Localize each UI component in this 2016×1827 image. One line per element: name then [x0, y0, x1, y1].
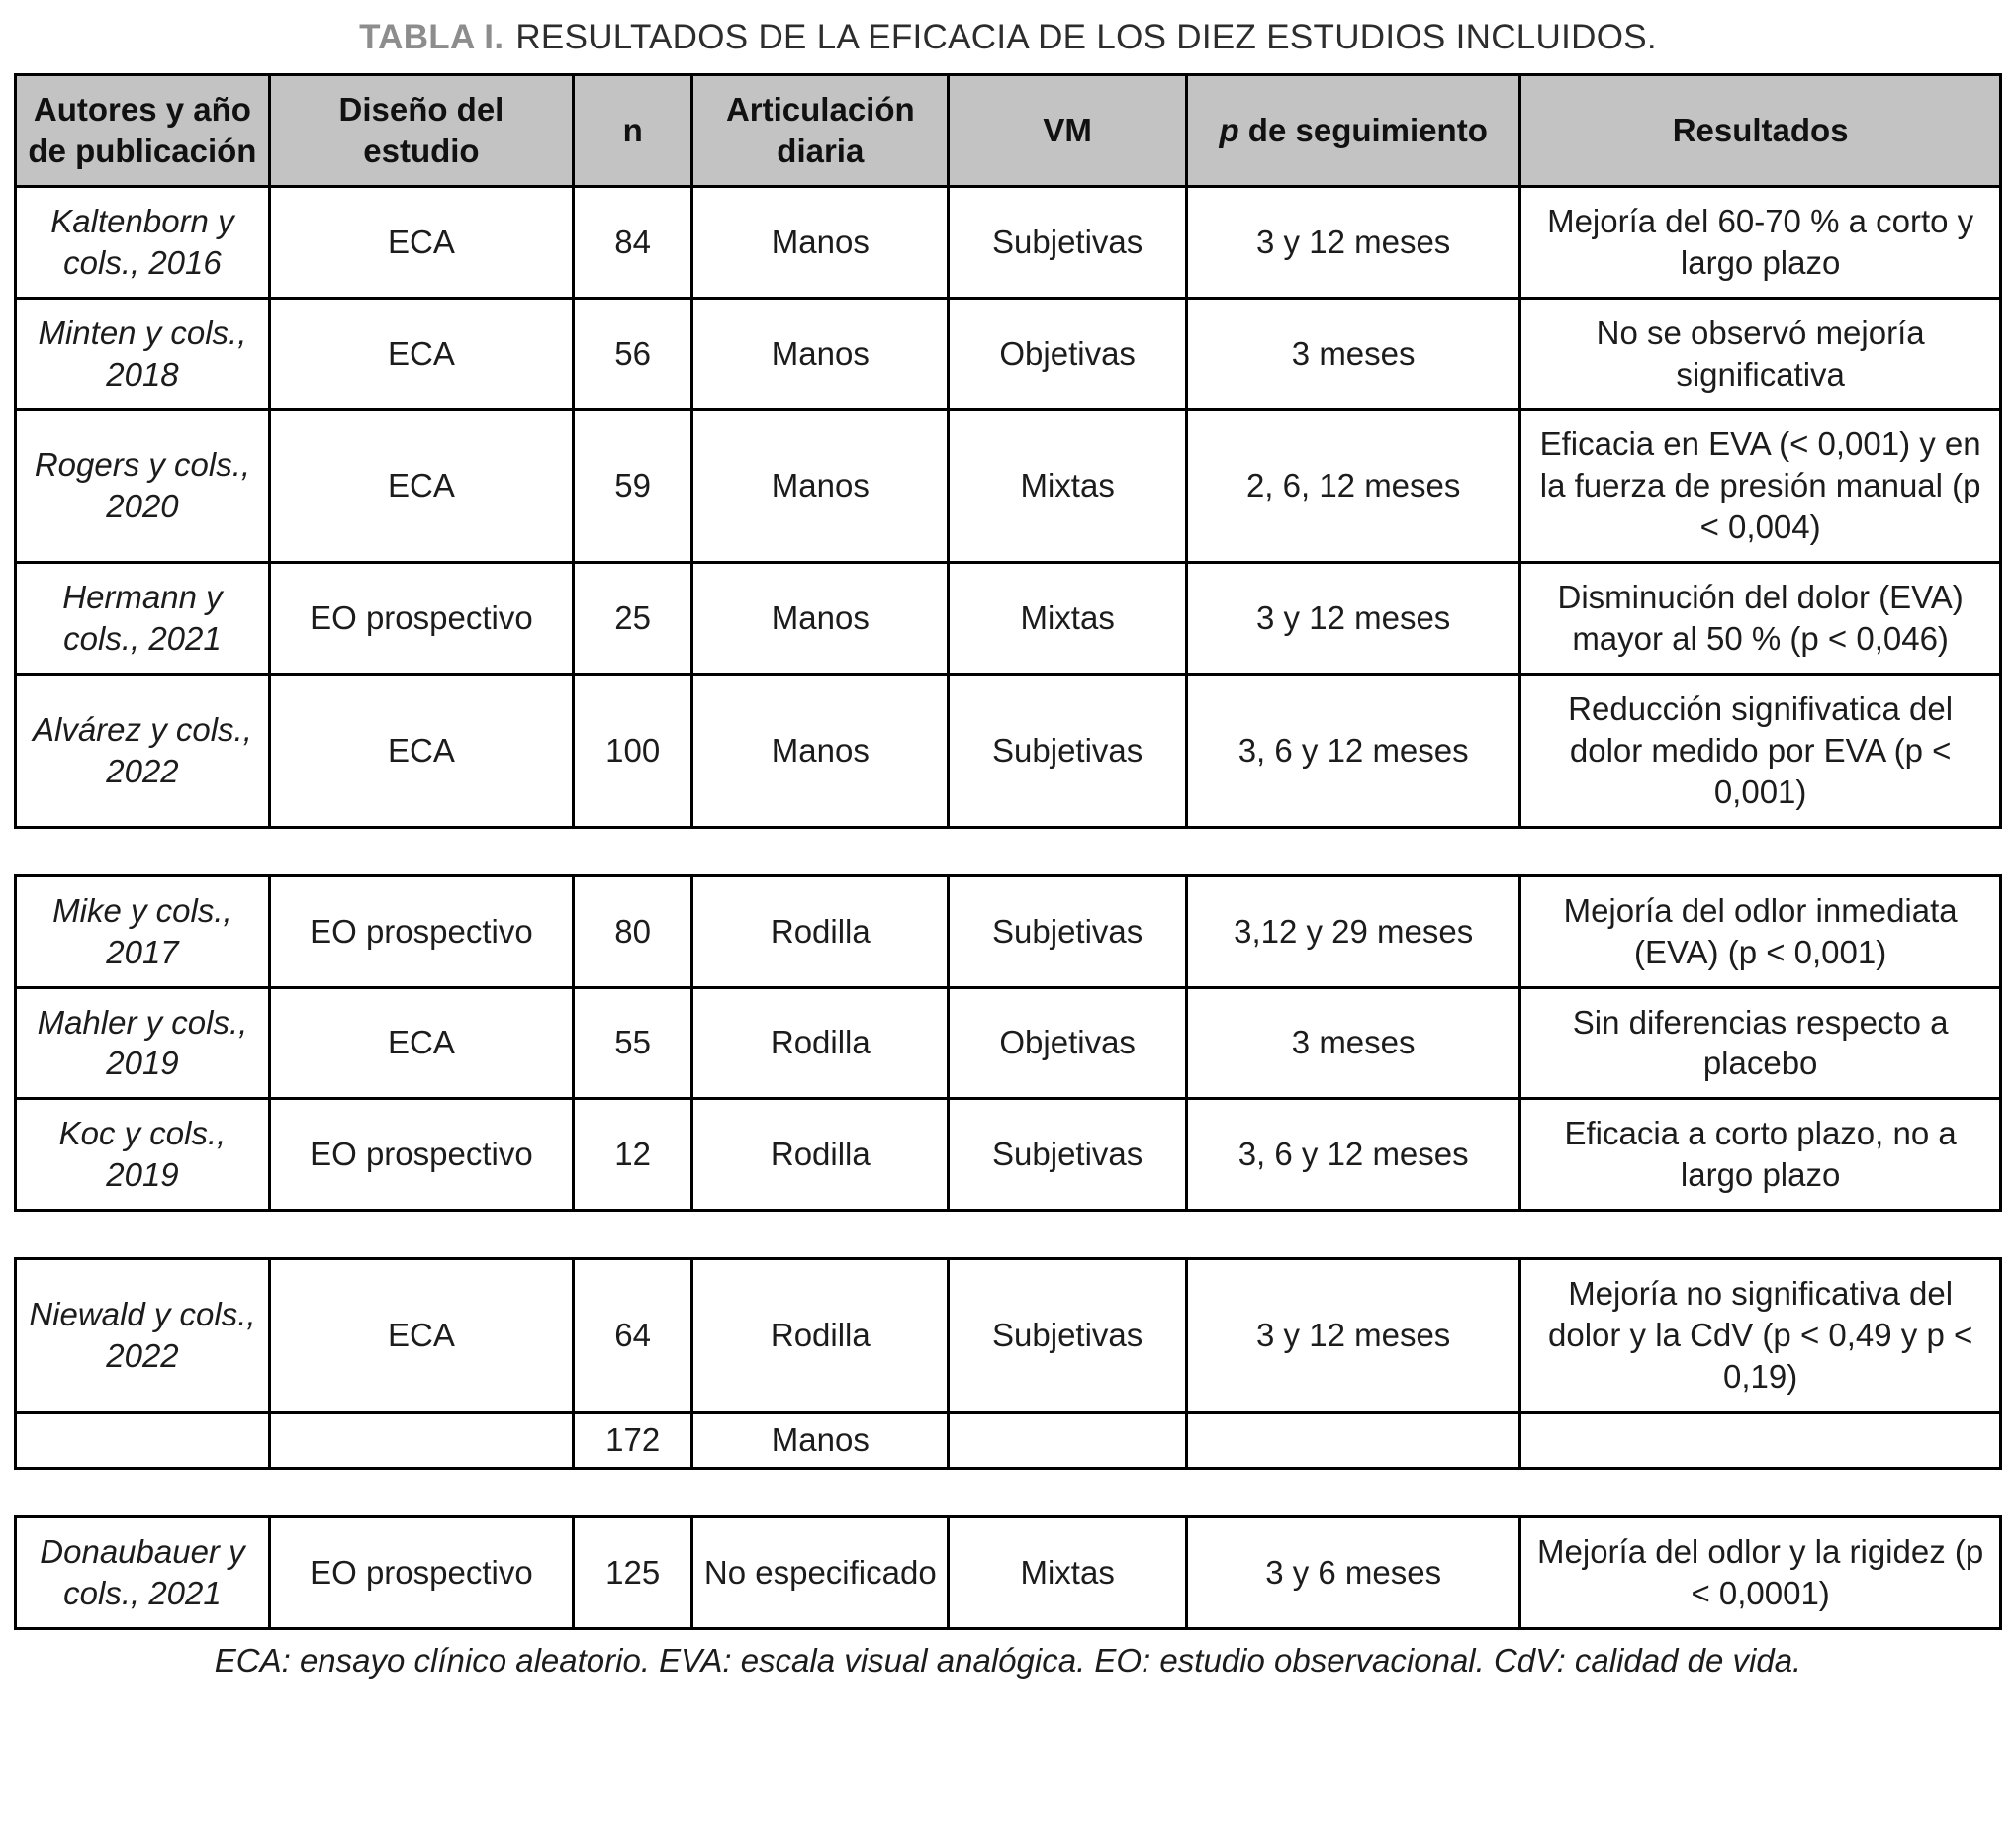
table-block — [14, 874, 2002, 1212]
table-row — [16, 1412, 2001, 1468]
cell-diseno: ECA — [269, 1259, 573, 1413]
cell-resultados: Mejoría del odlor inmediata (EVA) (p < 0,001) — [1520, 875, 2001, 987]
cell-autores: Mahler y cols., 2019 — [16, 987, 270, 1099]
cell-resultados: Eficacia en EVA (< 0,001) y en la fuerza de presión manual (p < 0,004) — [1520, 410, 2001, 563]
table-title — [14, 18, 2002, 57]
cell-seguimiento: 3, 6 y 12 meses — [1187, 1099, 1520, 1211]
table-row — [16, 410, 2001, 563]
cell-vm: Mixtas — [949, 1516, 1187, 1628]
cell-autores: Koc y cols., 2019 — [16, 1099, 270, 1211]
cell-articulacion: Manos — [692, 563, 949, 675]
cell-seguimiento: 2, 6, 12 meses — [1187, 410, 1520, 563]
table-row — [16, 298, 2001, 410]
cell-articulacion: Manos — [692, 186, 949, 298]
table-blocks — [14, 73, 2002, 1630]
cell-autores: Mike y cols., 2017 — [16, 875, 270, 987]
cell-seguimiento: 3,12 y 29 meses — [1187, 875, 1520, 987]
table-row — [16, 563, 2001, 675]
cell-vm: Subjetivas — [949, 1099, 1187, 1211]
column-header-n: n — [573, 75, 691, 187]
table-title-text: RESULTADOS DE LA EFICACIA DE LOS DIEZ ESTUDIOS INCLUIDOS. — [515, 18, 1657, 56]
cell-resultados: No se observó mejoría significativa — [1520, 298, 2001, 410]
cell-articulacion: Manos — [692, 1412, 949, 1468]
cell-diseno: EO prospectivo — [269, 1516, 573, 1628]
header-row — [16, 75, 2001, 187]
table-block — [14, 1515, 2002, 1630]
table-row — [16, 186, 2001, 298]
cell-seguimiento: 3 y 6 meses — [1187, 1516, 1520, 1628]
table-row — [16, 1099, 2001, 1211]
table-row — [16, 674, 2001, 827]
cell-seguimiento: 3 meses — [1187, 298, 1520, 410]
cell-vm: Mixtas — [949, 563, 1187, 675]
cell-vm: Subjetivas — [949, 674, 1187, 827]
cell-n: 55 — [573, 987, 691, 1099]
cell-articulacion: Rodilla — [692, 1259, 949, 1413]
cell-diseno: EO prospectivo — [269, 1099, 573, 1211]
cell-diseno: ECA — [269, 186, 573, 298]
cell-vm: Mixtas — [949, 410, 1187, 563]
table-row — [16, 987, 2001, 1099]
cell-resultados: Disminución del dolor (EVA) mayor al 50 % (p < 0,046) — [1520, 563, 2001, 675]
cell-autores: Minten y cols., 2018 — [16, 298, 270, 410]
table-block — [14, 73, 2002, 829]
cell-n: 80 — [573, 875, 691, 987]
cell-articulacion: No especificado — [692, 1516, 949, 1628]
cell-diseno: EO prospectivo — [269, 563, 573, 675]
cell-n: 172 — [573, 1412, 691, 1468]
cell-articulacion: Rodilla — [692, 987, 949, 1099]
cell-autores: Alvárez y cols., 2022 — [16, 674, 270, 827]
cell-diseno: ECA — [269, 987, 573, 1099]
cell-vm: Objetivas — [949, 298, 1187, 410]
cell-resultados: Eficacia a corto plazo, no a largo plazo — [1520, 1099, 2001, 1211]
column-header-resultados: Resultados — [1520, 75, 2001, 187]
cell-resultados — [1520, 1412, 2001, 1468]
cell-diseno: ECA — [269, 410, 573, 563]
cell-n: 100 — [573, 674, 691, 827]
table-block — [14, 1257, 2002, 1470]
cell-diseno — [269, 1412, 573, 1468]
column-header-seguimiento: p de seguimiento — [1187, 75, 1520, 187]
cell-seguimiento: 3, 6 y 12 meses — [1187, 674, 1520, 827]
cell-autores: Kaltenborn y cols., 2016 — [16, 186, 270, 298]
cell-resultados: Mejoría del odlor y la rigidez (p < 0,0001) — [1520, 1516, 2001, 1628]
cell-vm: Objetivas — [949, 987, 1187, 1099]
cell-diseno: EO prospectivo — [269, 875, 573, 987]
cell-autores: Hermann y cols., 2021 — [16, 563, 270, 675]
cell-articulacion: Manos — [692, 674, 949, 827]
table-row — [16, 1259, 2001, 1413]
cell-diseno: ECA — [269, 674, 573, 827]
cell-diseno: ECA — [269, 298, 573, 410]
column-header-diseno: Diseño del estudio — [269, 75, 573, 187]
cell-vm: Subjetivas — [949, 186, 1187, 298]
cell-autores: Rogers y cols., 2020 — [16, 410, 270, 563]
cell-vm — [949, 1412, 1187, 1468]
cell-n: 12 — [573, 1099, 691, 1211]
cell-articulacion: Manos — [692, 298, 949, 410]
cell-autores: Niewald y cols., 2022 — [16, 1259, 270, 1413]
cell-n: 84 — [573, 186, 691, 298]
cell-n: 56 — [573, 298, 691, 410]
table-row — [16, 875, 2001, 987]
cell-articulacion: Rodilla — [692, 1099, 949, 1211]
cell-seguimiento: 3 meses — [1187, 987, 1520, 1099]
cell-seguimiento — [1187, 1412, 1520, 1468]
cell-vm: Subjetivas — [949, 875, 1187, 987]
cell-autores — [16, 1412, 270, 1468]
cell-vm: Subjetivas — [949, 1259, 1187, 1413]
column-header-autores: Autores y año de publicación — [16, 75, 270, 187]
cell-seguimiento: 3 y 12 meses — [1187, 563, 1520, 675]
table-title-label: TABLA I. — [359, 18, 504, 56]
cell-autores: Donaubauer y cols., 2021 — [16, 1516, 270, 1628]
cell-n: 64 — [573, 1259, 691, 1413]
cell-n: 125 — [573, 1516, 691, 1628]
cell-resultados: Mejoría del 60-70 % a corto y largo plazo — [1520, 186, 2001, 298]
cell-articulacion: Manos — [692, 410, 949, 563]
cell-n: 25 — [573, 563, 691, 675]
cell-resultados: Reducción signifivatica del dolor medido por EVA (p < 0,001) — [1520, 674, 2001, 827]
cell-articulacion: Rodilla — [692, 875, 949, 987]
footnote-abbreviations: ECA: ensayo clínico aleatorio. EVA: escala visual analógica. EO: estudio observacional. CdV: calidad de vida. — [214, 1641, 1802, 1679]
table-row — [16, 1516, 2001, 1628]
column-header-vm: VM — [949, 75, 1187, 187]
column-header-articulacion: Articulación diaria — [692, 75, 949, 187]
cell-seguimiento: 3 y 12 meses — [1187, 186, 1520, 298]
cell-seguimiento: 3 y 12 meses — [1187, 1259, 1520, 1413]
cell-resultados: Mejoría no significativa del dolor y la CdV (p < 0,49 y p < 0,19) — [1520, 1259, 2001, 1413]
cell-n: 59 — [573, 410, 691, 563]
cell-resultados: Sin diferencias respecto a placebo — [1520, 987, 2001, 1099]
